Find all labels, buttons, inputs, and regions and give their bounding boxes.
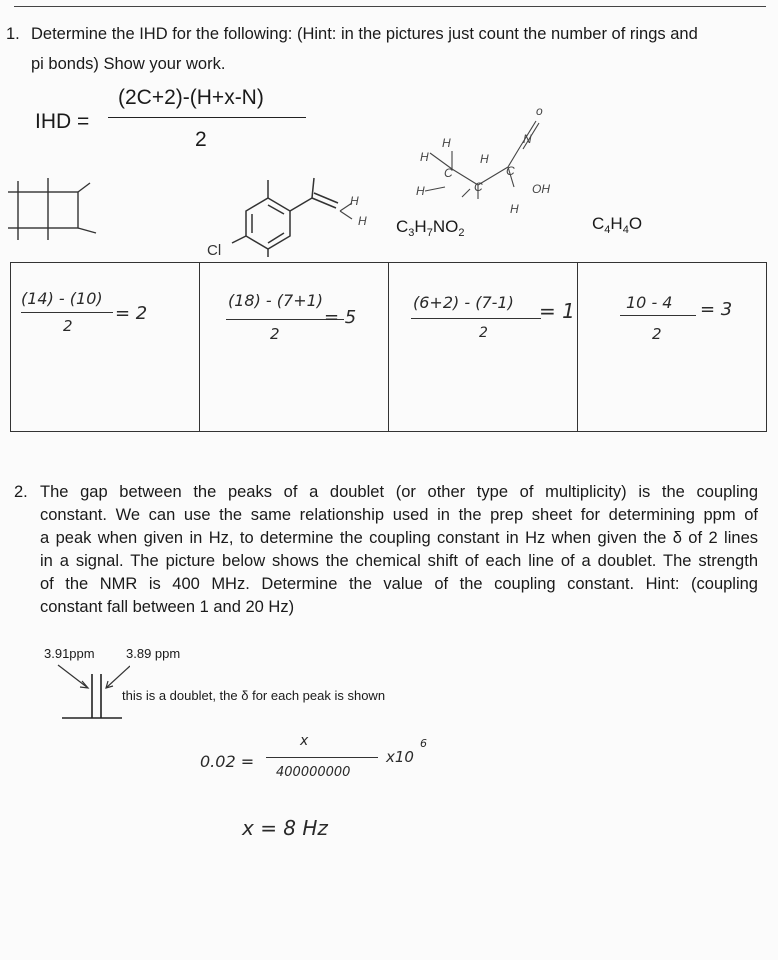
q2-line-1: The gap between the peaks of a doublet (or other type of multiplicity) is the coupling — [40, 483, 758, 501]
q2-number: 2. — [14, 483, 28, 501]
answer-4-denominator: 2 — [652, 325, 662, 343]
q2-line-4: in a signal. The picture below shows the chemical shift of each line of a doublet. The strength — [40, 552, 758, 570]
svg-text:o: o — [536, 104, 543, 118]
chlorine-label: Cl — [207, 242, 222, 259]
work-lhs: 0.02 = — [200, 752, 255, 771]
work-exponent: 6 — [420, 737, 427, 750]
q1-text-line1: Determine the IHD for the following: (Hint: in the pictures just count the number of rings and — [31, 25, 698, 43]
svg-text:H: H — [416, 184, 425, 198]
answer-4-bar — [620, 315, 696, 316]
q2-text — [40, 481, 758, 619]
answer-1-bar — [21, 312, 113, 313]
fused-ring-drawing — [8, 178, 96, 240]
answer-2-result: = 5 — [324, 307, 357, 328]
q2-line-2: constant. We can use the same relationship used in the prep sheet for determining ppm of — [40, 506, 758, 524]
svg-text:H: H — [358, 214, 367, 228]
answer-2-denominator: 2 — [270, 325, 280, 343]
answer-1-denominator: 2 — [63, 317, 73, 335]
doublet-caption: this is a doublet, the δ for each peak is shown — [122, 688, 386, 703]
svg-text:C: C — [506, 164, 515, 178]
benzene-drawing — [232, 178, 338, 257]
q1-number: 1. — [6, 25, 20, 43]
answer-3-numerator: (6+2) - (7-1) — [413, 293, 514, 312]
svg-text:C: C — [474, 180, 483, 194]
answer-3-result: = 1 — [539, 299, 575, 323]
svg-text:H: H — [442, 136, 451, 150]
top-rule — [14, 6, 766, 7]
peak-2-label: 3.89 ppm — [126, 646, 181, 661]
answer-4-result: = 3 — [700, 299, 733, 320]
work-denominator: 400000000 — [276, 765, 351, 780]
answer-3-denominator: 2 — [479, 325, 488, 341]
molecule-drawings — [0, 95, 778, 265]
answer-cell-3 — [389, 263, 578, 431]
q2-line-6: constant fall between 1 and 20 Hz) — [40, 598, 295, 616]
q2-line-5: of the NMR is 400 MHz. Determine the value of the coupling constant. Hint: (coupling — [40, 575, 758, 593]
q2-line-3: a peak when given in Hz, to determine the coupling constant in Hz when given the δ of 2 lines — [40, 529, 758, 547]
svg-text:H: H — [350, 194, 359, 208]
work-numerator: x — [300, 733, 309, 749]
ihd-lhs: IHD = — [35, 110, 90, 133]
formula-c3h7no2: $C_3H_7NO_2$ — [396, 217, 465, 239]
answer-cell-4 — [578, 263, 766, 431]
svg-text:H: H — [420, 150, 429, 164]
answer-cell-2 — [200, 263, 389, 431]
q1-text-line2: pi bonds) Show your work. — [31, 55, 226, 73]
answer-1-result: = 2 — [115, 303, 148, 324]
answer-1-numerator: (14) - (10) — [21, 289, 103, 308]
svg-text:H: H — [480, 152, 489, 166]
ihd-numerator: (2C+2)-(H+x-N) — [118, 86, 264, 109]
answer-3-bar — [411, 318, 541, 319]
work-fraction-bar — [266, 757, 378, 758]
doublet-drawing — [40, 660, 130, 725]
answer-2-numerator: (18) - (7+1) — [228, 291, 324, 310]
svg-text:OH: OH — [532, 182, 550, 196]
answer-4-numerator: 10 - 4 — [626, 293, 673, 312]
svg-text:H: H — [510, 202, 519, 216]
answer-cell-1 — [11, 263, 200, 431]
peak-1-label: 3.91ppm — [44, 646, 95, 661]
work-multiplier: x10 — [386, 748, 414, 766]
svg-text:C: C — [444, 166, 453, 180]
ihd-denominator: 2 — [195, 128, 207, 151]
svg-text:N: N — [523, 132, 532, 146]
work-answer: x = 8 Hz — [242, 816, 328, 840]
handwritten-atom-labels — [350, 104, 550, 228]
answer-grid — [10, 262, 767, 432]
formula-c4h4o: $C_4H_4O$ — [592, 214, 643, 236]
